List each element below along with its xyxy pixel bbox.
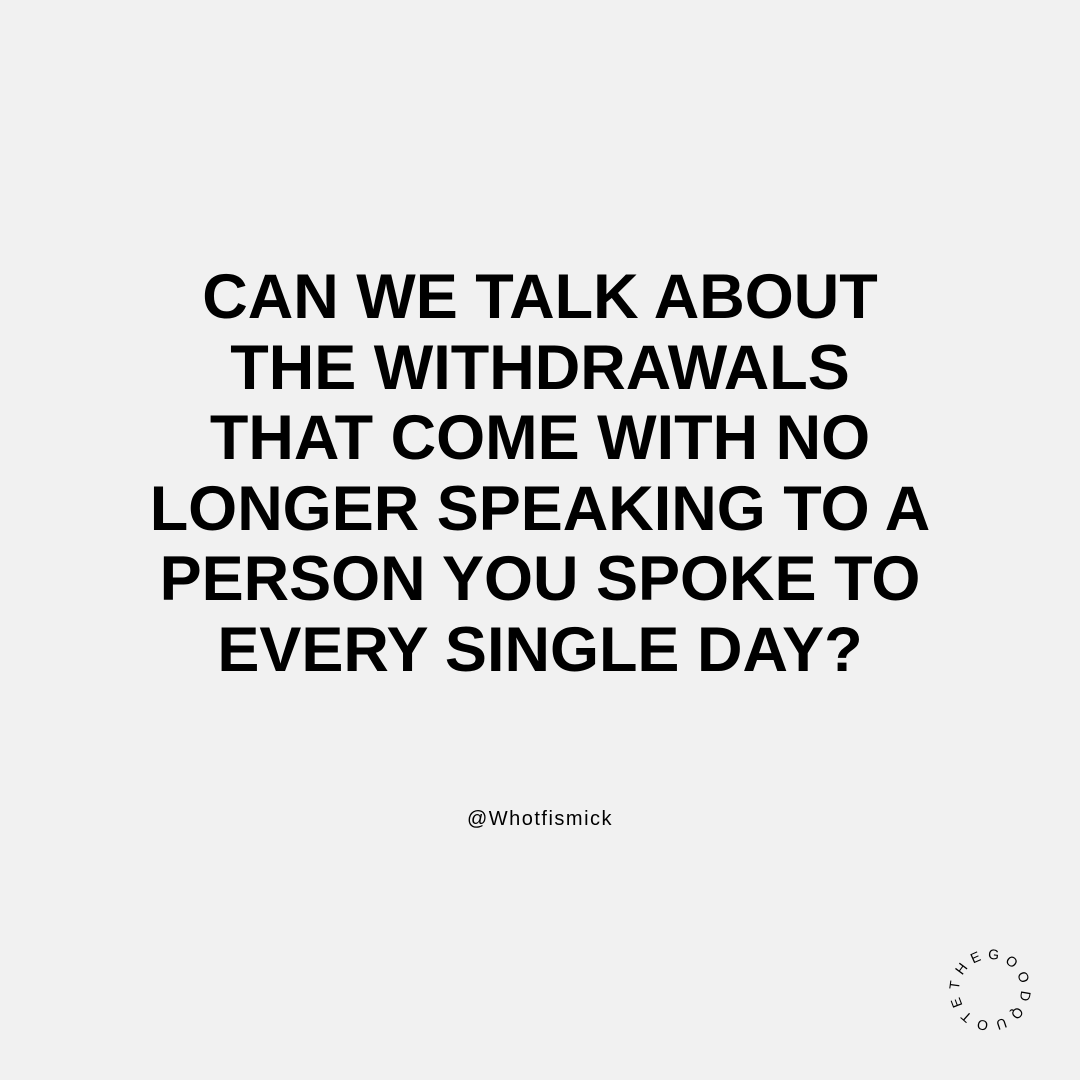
brand-logo [940,940,1040,1040]
quote-line-1: CAN WE TALK ABOUT [202,262,878,332]
quote-line-3: THAT COME WITH NO [209,403,871,473]
quote-text [0,262,1080,685]
brand-logo-text: THEGOODQUOTE [945,945,1035,1035]
quote-line-4: LONGER SPEAKING TO A [149,473,931,544]
quote-line-6: EVERY SINGLE DAY? [217,614,863,685]
author-handle: @Whotfismick [466,808,614,830]
quote-line-2: THE WITHDRAWALS [230,332,850,403]
quote-line-5: PERSON YOU SPOKE TO [159,544,921,614]
